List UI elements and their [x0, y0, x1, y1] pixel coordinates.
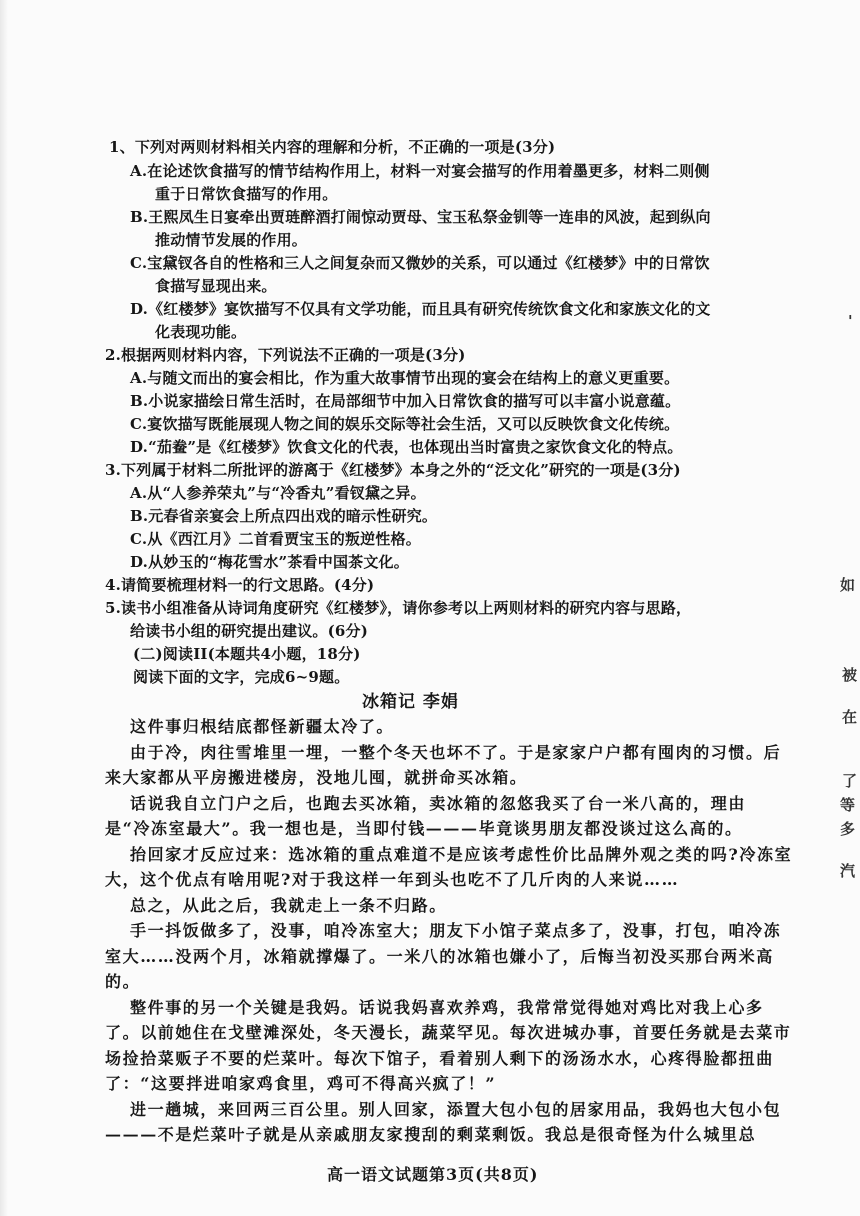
- article-line: 了。以前她住在戈壁滩深处，冬天漫长，蔬菜罕见。每次进城办事，首要任务就是去菜市: [105, 1023, 792, 1042]
- question-1-stem: 1、下列对两则材料相关内容的理解和分析，不正确的一项是(3分): [109, 138, 556, 156]
- margin-glyph: 了: [842, 772, 858, 790]
- margin-glyph: 被: [842, 666, 858, 684]
- question-2-option-b: B.小说家描绘日常生活时，在局部细节中加入日常饮食的描写可以丰富小说意蕴。: [130, 392, 681, 410]
- article-line: 是“冷冻室最大”。我一想也是，当即付钱———毕竟谈男朋友都没谈过这么高的。: [105, 819, 743, 838]
- question-2-option-c: C.宴饮描写既能展现人物之间的娱乐交际等社会生活，又可以反映饮食文化传统。: [130, 415, 680, 433]
- article-line: 进一趟城，来回两三百公里。别人回家，添置大包小包的居家用品，我妈也大包小包: [130, 1100, 782, 1119]
- question-2-option-a: A.与随文而出的宴会相比，作为重大故事情节出现的宴会在结构上的意义更重要。: [130, 369, 680, 387]
- article-line: 这件事归根结底都怪新疆太冷了。: [130, 717, 395, 736]
- question-4-stem: 4.请简要梳理材料一的行文思路。(4分): [105, 576, 375, 594]
- article-line: 室大……没两个月，冰箱就撑爆了。一米八的冰箱也嫌小了，后悔当初没买那台两米高: [105, 947, 774, 966]
- section-2-heading: (二)阅读II(本题共4小题，18分): [133, 645, 361, 663]
- question-1-option-b: B.王熙凤生日宴牵出贾琏醉酒打闹惊动贾母、宝玉私祭金钏等一连串的风波，起到纵向: [130, 208, 711, 226]
- article-title: 冰箱记 李娟: [362, 692, 459, 712]
- scan-edge-shadow: [0, 0, 8, 1216]
- article-line: 整件事的另一个关键是我妈。话说我妈喜欢养鸡，我常常觉得她对鸡比对我上心多: [130, 998, 764, 1017]
- article-line: 话说我自立门户之后，也跑去买冰箱，卖冰箱的忽悠我买了台一米八高的，理由: [130, 794, 747, 813]
- section-2-instruction: 阅读下面的文字，完成6~9题。: [133, 668, 350, 686]
- question-3-option-c: C.从《西江月》二首看贾宝玉的叛逆性格。: [130, 530, 421, 548]
- question-1-option-d-cont: 化表现功能。: [155, 323, 247, 341]
- question-3-option-d: D.从妙玉的“梅花雪水”茶看中国茶文化。: [130, 553, 409, 571]
- page-footer: 高一语文试题第3页(共8页): [327, 1165, 539, 1184]
- article-line: 来大家都从平房搬进楼房，没地儿囤，就拼命买冰箱。: [105, 768, 528, 787]
- article-line: 抬回家才反应过来：选冰箱的重点难道不是应该考虑性价比品牌外观之类的吗?冷冻室: [130, 845, 793, 864]
- article-line: 由于冷，肉往雪堆里一埋，一整个冬天也坏不了。于是家家户户都有囤肉的习惯。后: [130, 743, 782, 762]
- article-line: 的。: [105, 972, 141, 991]
- margin-glyph: 如: [840, 576, 856, 594]
- question-1-option-a-cont: 重于日常饮食描写的作用。: [155, 185, 338, 203]
- article-line: 大，这个优点有啥用呢?对于我这样一年到头也吃不了几斤肉的人来说……: [105, 870, 680, 889]
- article-line: 场捡拾菜贩子不要的烂菜叶。每次下馆子，看着别人剩下的汤汤水水，心疼得脸都扭曲: [105, 1049, 774, 1068]
- question-5-stem: 5.读书小组准备从诗词角度研究《红楼梦》，请你参考以上两则材料的研究内容与思路，: [105, 599, 692, 617]
- question-1-option-b-cont: 推动情节发展的作用。: [155, 231, 308, 249]
- article-line: 了：“这要拌进咱家鸡食里，鸡可不得高兴疯了！”: [105, 1074, 497, 1093]
- margin-glyph: ': [848, 312, 853, 330]
- question-2-option-d: D.“茄鲞”是《红楼梦》饮食文化的代表，也体现出当时富贵之家饮食文化的特点。: [130, 438, 683, 456]
- question-5-stem-cont: 给读书小组的研究提出建议。(6分): [130, 622, 369, 640]
- question-3-option-b: B.元春省亲宴会上所点四出戏的暗示性研究。: [130, 507, 438, 525]
- question-3-stem: 3.下列属于材料二所批评的游离于《红楼梦》本身之外的“泛文化”研究的一项是(3分): [105, 461, 681, 479]
- margin-glyph: 在: [842, 708, 858, 726]
- question-1-option-a: A.在论述饮食描写的情节结构作用上，材料一对宴会描写的作用着墨更多，材料二则侧: [130, 162, 710, 180]
- article-line: 总之，从此之后，我就走上一条不归路。: [130, 896, 447, 915]
- question-1-option-c: C.宝黛钗各自的性格和三人之间复杂而又微妙的关系，可以通过《红楼梦》中的日常饮: [130, 254, 710, 272]
- article-line: 手一抖饭做多了，没事，咱冷冻室大；朋友下小馆子菜点多了，没事，打包，咱冷冻: [130, 921, 782, 940]
- margin-glyph: 等: [840, 796, 856, 814]
- margin-glyph: 多: [840, 820, 856, 838]
- margin-glyph: 汽: [840, 862, 856, 880]
- article-line: ———不是烂菜叶子就是从亲戚朋友家搜刮的剩菜剩饭。我总是很奇怪为什么城里总: [105, 1125, 757, 1144]
- question-3-option-a: A.从“人参养荣丸”与“冷香丸”看钗黛之异。: [130, 484, 426, 502]
- question-1-option-c-cont: 食描写显现出来。: [155, 277, 277, 295]
- question-2-stem: 2.根据两则材料内容，下列说法不正确的一项是(3分): [105, 346, 466, 364]
- question-1-option-d: D.《红楼梦》宴饮描写不仅具有文学功能，而且具有研究传统饮食文化和家族文化的文: [130, 300, 711, 318]
